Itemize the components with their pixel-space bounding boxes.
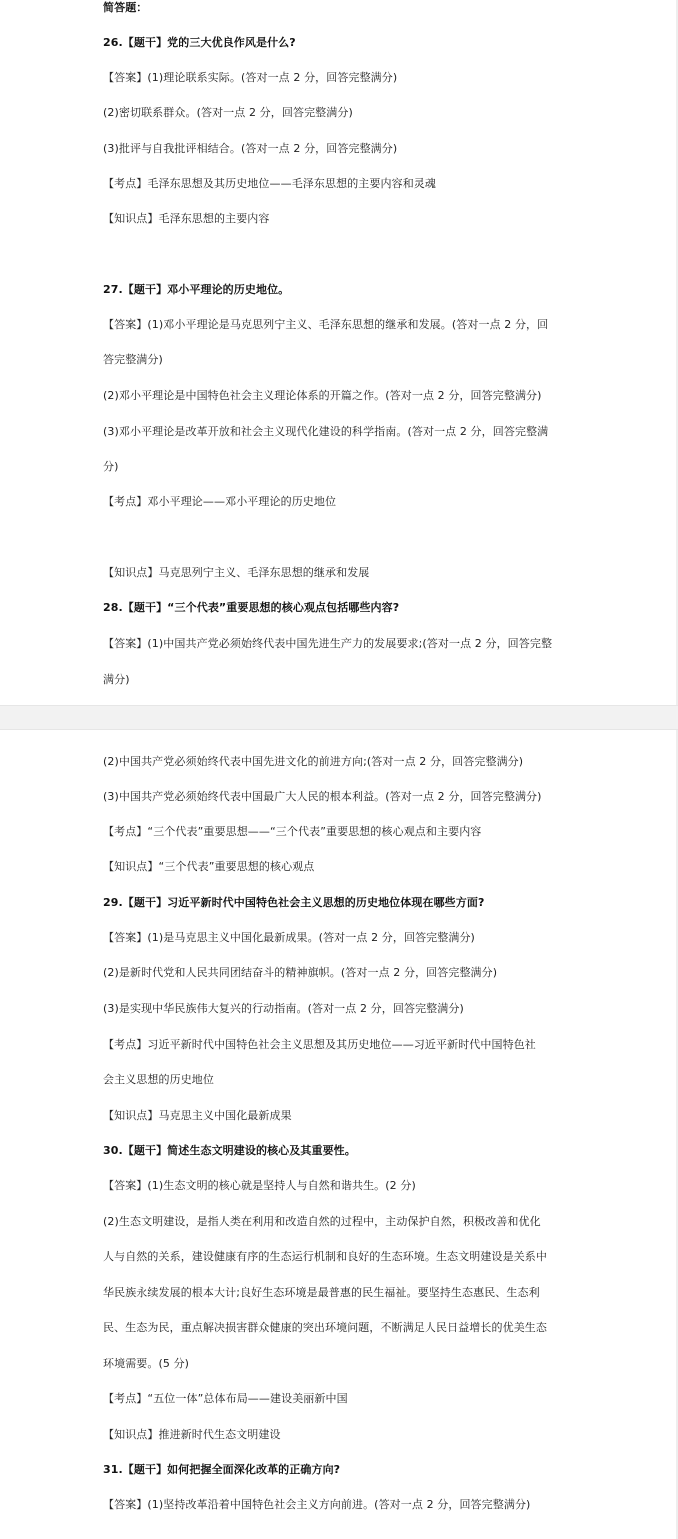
answer-line: 【答案】(1)坚持改革沿着中国特色社会主义方向前进。(答对一点 2 分，回答完整满分) [103, 1498, 531, 1511]
answer-line: (2)邓小平理论是中国特色社会主义理论体系的开篇之作。(答对一点 2 分，回答完整满分) [103, 389, 542, 402]
knowledge-point-line: 【知识点】“三个代表”重要思想的核心观点 [103, 860, 315, 873]
answer-line: (3)是实现中华民族伟大复兴的行动指南。(答对一点 2 分，回答完整满分) [103, 1002, 464, 1015]
document-page-2 [0, 730, 678, 1539]
answer-line: 民、生态为民，重点解决损害群众健康的突出环境问题，不断满足人民日益增长的优美生态 [103, 1321, 547, 1334]
answer-line: 答完整满分) [103, 353, 163, 366]
question-26-stem: 26.【题干】党的三大优良作风是什么? [103, 36, 296, 49]
answer-line: (2)是新时代党和人民共同团结奋斗的精神旗帜。(答对一点 2 分，回答完整满分) [103, 966, 498, 979]
exam-point-line: 【考点】“三个代表”重要思想——“三个代表”重要思想的核心观点和主要内容 [103, 825, 482, 838]
answer-line: 【答案】(1)理论联系实际。(答对一点 2 分，回答完整满分) [103, 71, 398, 84]
question-30-stem: 30.【题干】简述生态文明建设的核心及其重要性。 [103, 1144, 356, 1157]
question-28-stem: 28.【题干】“三个代表”重要思想的核心观点包括哪些内容? [103, 601, 400, 614]
answer-line: (3)批评与自我批评相结合。(答对一点 2 分，回答完整满分) [103, 142, 398, 155]
answer-line: (2)中国共产党必须始终代表中国先进文化的前进方向;(答对一点 2 分，回答完整满分) [103, 755, 524, 768]
answer-line: 分) [103, 460, 119, 473]
answer-line: 【答案】(1)是马克思主义中国化最新成果。(答对一点 2 分，回答完整满分) [103, 931, 475, 944]
answer-line: (2)生态文明建设，是指人类在利用和改造自然的过程中，主动保护自然，积极改善和优化 [103, 1215, 541, 1228]
answer-line: (3)中国共产党必须始终代表中国最广大人民的根本利益。(答对一点 2 分，回答完整满分) [103, 790, 542, 803]
answer-line: 满分) [103, 673, 130, 686]
exam-point-line: 【考点】毛泽东思想及其历史地位——毛泽东思想的主要内容和灵魂 [103, 177, 436, 190]
knowledge-point-line: 【知识点】马克思主义中国化最新成果 [103, 1109, 292, 1122]
exam-point-line: 【考点】邓小平理论——邓小平理论的历史地位 [103, 495, 337, 508]
section-heading: 简答题： [103, 1, 148, 14]
exam-point-line: 【考点】“五位一体”总体布局——建设美丽新中国 [103, 1392, 348, 1405]
answer-line: 【答案】(1)中国共产党必须始终代表中国先进生产力的发展要求;(答对一点 2 分，回答完整 [103, 637, 553, 650]
answer-line: (3)邓小平理论是改革开放和社会主义现代化建设的科学指南。(答对一点 2 分，回答完整满 [103, 425, 549, 438]
answer-line: 环境需要。(5 分) [103, 1357, 190, 1370]
exam-point-line: 会主义思想的历史地位 [103, 1073, 214, 1086]
knowledge-point-line: 【知识点】推进新时代生态文明建设 [103, 1428, 281, 1441]
knowledge-point-line: 【知识点】马克思列宁主义、毛泽东思想的继承和发展 [103, 566, 370, 579]
question-31-stem: 31.【题干】如何把握全面深化改革的正确方向? [103, 1463, 341, 1476]
answer-line: 人与自然的关系，建设健康有序的生态运行机制和良好的生态环境。生态文明建设是关系中 [103, 1250, 547, 1263]
page-separator [0, 705, 678, 730]
answer-line: 【答案】(1)邓小平理论是马克思列宁主义、毛泽东思想的继承和发展。(答对一点 2 分，回 [103, 318, 549, 331]
answer-line: 华民族永续发展的根本大计;良好生态环境是最普惠的民生福祉。要坚持生态惠民、生态利 [103, 1286, 540, 1299]
answer-line: 【答案】(1)生态文明的核心就是坚持人与自然和谐共生。(2 分) [103, 1179, 416, 1192]
knowledge-point-line: 【知识点】毛泽东思想的主要内容 [103, 212, 270, 225]
exam-point-line: 【考点】习近平新时代中国特色社会主义思想及其历史地位——习近平新时代中国特色社 [103, 1038, 536, 1051]
answer-line: (2)密切联系群众。(答对一点 2 分，回答完整满分) [103, 106, 353, 119]
question-27-stem: 27.【题干】邓小平理论的历史地位。 [103, 283, 290, 296]
question-29-stem: 29.【题干】习近平新时代中国特色社会主义思想的历史地位体现在哪些方面? [103, 896, 485, 909]
